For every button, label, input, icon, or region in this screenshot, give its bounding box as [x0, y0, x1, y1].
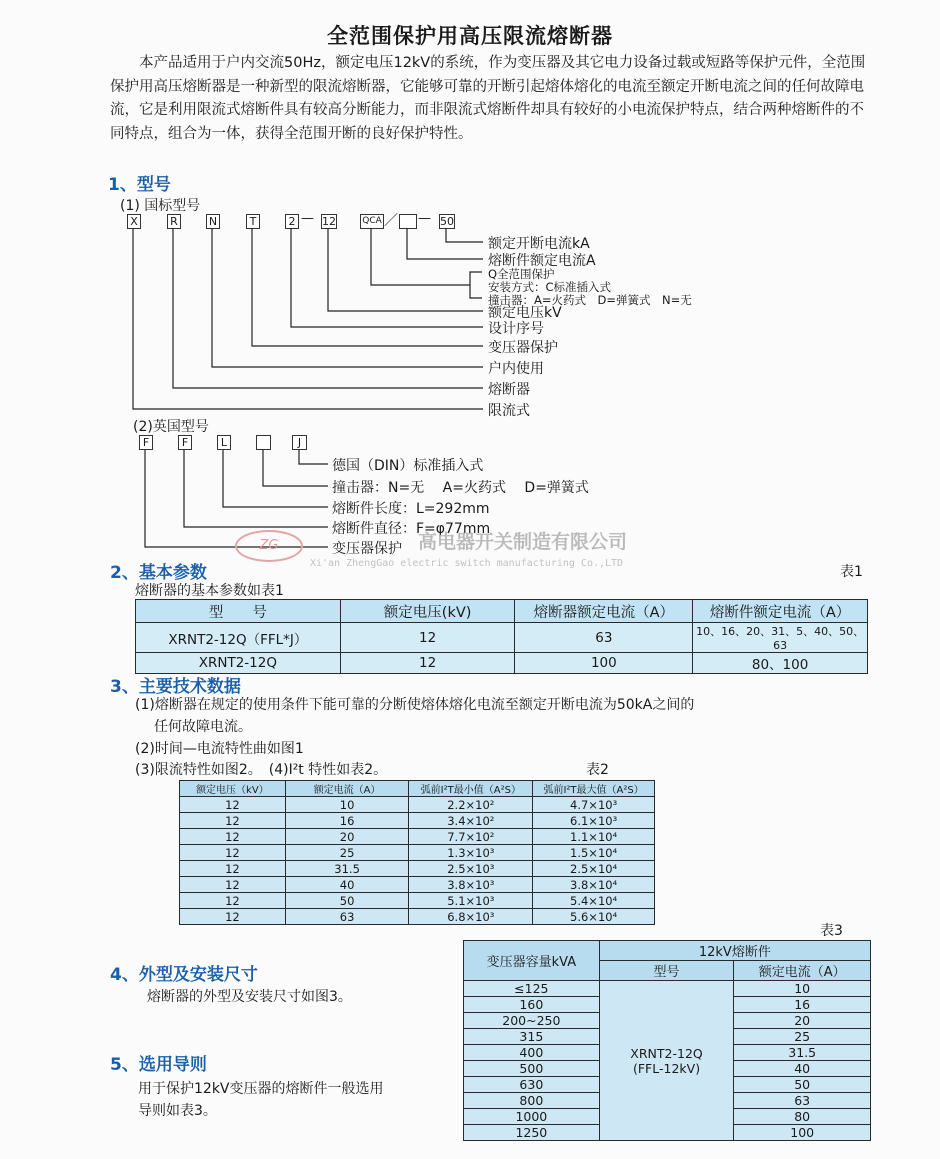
t2-cell: 31.5 — [285, 861, 409, 877]
t2-cell: 4.7×10³ — [533, 797, 655, 813]
model-code-box: T — [246, 214, 260, 229]
label-striker: 撞击器：A=火药式 D=弹簧式 N=无 — [488, 293, 692, 307]
t2-cell: 12 — [180, 845, 286, 861]
label-din-insert: 德国（DIN）标准插入式 — [332, 458, 484, 474]
t1-header: 额定电压(kV) — [340, 600, 515, 623]
t1-cell: 63 — [515, 623, 693, 653]
t3-capacity: 630 — [464, 1077, 600, 1093]
label-install-type: 安装方式：C标准插入式 — [488, 280, 612, 294]
table-row — [136, 653, 868, 674]
t2-cell: 25 — [285, 845, 409, 861]
model-code-box: 12 — [322, 215, 336, 228]
t2-header: 弧前I²T最大值（A²S） — [533, 781, 655, 797]
section4-text: 熔断器的外型及安装尺寸如图3。 — [147, 989, 352, 1005]
label-indoor-use: 户内使用 — [488, 361, 544, 377]
section1-heading: 1、型号 — [108, 175, 171, 195]
t2-cell: 5.1×10³ — [409, 893, 533, 909]
table-row — [180, 909, 655, 925]
table-row — [180, 877, 655, 893]
t3-current: 63 — [734, 1093, 871, 1109]
t1-header: 型 号 — [136, 600, 341, 623]
watermark-company-cn: 高电器开关制造有限公司 — [418, 531, 628, 553]
table-row — [180, 861, 655, 877]
model-code-box: QCA — [360, 214, 384, 229]
t3-header-current: 额定电流（A） — [734, 961, 871, 981]
t3-current: 100 — [734, 1125, 871, 1141]
section2-heading: 2、基本参数 — [110, 563, 207, 583]
model-code-box: N — [206, 214, 220, 229]
t1-cell: 10、16、20、31、5、40、50、63 — [693, 623, 868, 653]
t3-model: XRNT2-12Q (FFL-12kV) — [599, 981, 734, 1141]
t1-cell: 80、100 — [693, 653, 868, 674]
uk-code-box: F — [178, 435, 192, 450]
t2-cell: 2.2×10² — [409, 797, 533, 813]
uk-model-subheading: (2)英国型号 — [133, 419, 209, 435]
label-fuse-length: 熔断件长度：L=292mm — [332, 501, 490, 517]
uk-code-box: F — [139, 435, 153, 450]
table-row — [180, 829, 655, 845]
t1-header: 熔断器额定电流（A） — [515, 600, 693, 623]
page-title: 全范围保护用高压限流熔断器 — [327, 24, 613, 48]
t2-cell: 63 — [285, 909, 409, 925]
table-row — [180, 797, 655, 813]
table-row — [136, 623, 868, 653]
t2-cell: 12 — [180, 909, 286, 925]
uk-code-box — [256, 435, 271, 450]
t2-cell: 6.1×10³ — [533, 813, 655, 829]
label-uk-transformer-protection: 变压器保护 — [332, 541, 402, 557]
t2-header: 额定电流（A） — [285, 781, 409, 797]
t2-cell: 12 — [180, 829, 286, 845]
t2-cell: 12 — [180, 813, 286, 829]
t3-current: 31.5 — [734, 1045, 871, 1061]
table2-label: 表2 — [586, 762, 609, 778]
t1-header: 熔断件额定电流（A） — [693, 600, 868, 623]
t2-cell: 12 — [180, 893, 286, 909]
t2-cell: 5.6×10⁴ — [533, 909, 655, 925]
table3-selection-guide — [463, 940, 871, 1141]
t2-cell: 50 — [285, 893, 409, 909]
t3-capacity: 800 — [464, 1093, 600, 1109]
t2-cell: 3.8×10⁴ — [533, 877, 655, 893]
s3-item3: (3)限流特性如图2。 (4)I²t 特性如表2。 — [135, 762, 388, 778]
model-code-box: 2 — [285, 214, 299, 229]
t1-cell: XRNT2-12Q（FFL*J） — [136, 623, 341, 653]
t3-header-group: 12kV熔断件 — [599, 941, 870, 961]
t2-cell: 1.3×10³ — [409, 845, 533, 861]
t2-cell: 12 — [180, 797, 286, 813]
t1-cell: XRNT2-12Q — [136, 653, 341, 674]
t3-current: 20 — [734, 1013, 871, 1029]
uk-code-box: L — [217, 435, 231, 450]
section5-text-cont: 导则如表3。 — [138, 1103, 217, 1119]
t2-cell: 16 — [285, 813, 409, 829]
t2-cell: 5.4×10⁴ — [533, 893, 655, 909]
table3-label: 表3 — [820, 923, 843, 939]
section3-heading: 3、主要技术数据 — [110, 677, 241, 697]
t2-header: 额定电压（kV） — [180, 781, 286, 797]
label-transformer-protection: 变压器保护 — [488, 340, 558, 356]
label-current-limiting: 限流式 — [488, 403, 530, 419]
intro-paragraph: 本产品适用于户内交流50Hz，额定电压12kV的系统，作为变压器及其它电力设备过载或短路等保护元件，全范围保护用高压熔断器是一种新型的限流熔断器，它能够可靠的开断引起熔体熔化的电流至额定开断电流之间的任何故障电流，它是利用限流式熔断件具有较高分断能力，而非限流式熔断件却具有较好的小电流保护特点，结合两种熔断件的不同特点，组合为一体，获得全范围开断的良好保护特性。 — [110, 55, 866, 142]
t2-cell: 3.8×10³ — [409, 877, 533, 893]
table-row — [180, 893, 655, 909]
t2-cell: 1.5×10⁴ — [533, 845, 655, 861]
label-rated-breaking-current: 额定开断电流kA — [488, 236, 590, 252]
model-dash: — — [418, 211, 431, 226]
s3-item1: (1)熔断器在规定的使用条件下能可靠的分断使熔体熔化电流至额定开断电流为50kA之间的 — [135, 697, 695, 713]
section4-heading: 4、外型及安装尺寸 — [110, 965, 258, 985]
watermark-logo: ZG — [235, 530, 303, 562]
label-design-serial: 设计序号 — [488, 321, 544, 337]
t3-capacity: 1000 — [464, 1109, 600, 1125]
section2-intro: 熔断器的基本参数如表1 — [135, 583, 284, 599]
model-slash: ／ — [384, 213, 398, 229]
t2-header: 弧前I²T最小值（A²S） — [409, 781, 533, 797]
section5-heading: 5、选用导则 — [110, 1055, 207, 1075]
t2-cell: 7.7×10² — [409, 829, 533, 845]
t3-capacity: 160 — [464, 997, 600, 1013]
uk-code-box: J — [292, 435, 307, 450]
t2-cell: 20 — [285, 829, 409, 845]
s3-item2: (2)时间—电流特性曲如图1 — [135, 741, 304, 757]
label-rated-voltage: 额定电压kV — [488, 305, 562, 321]
t3-current: 80 — [734, 1109, 871, 1125]
t3-current: 40 — [734, 1061, 871, 1077]
t3-current: 10 — [734, 981, 871, 997]
t3-capacity: 315 — [464, 1029, 600, 1045]
table-row — [180, 813, 655, 829]
t2-cell: 12 — [180, 861, 286, 877]
gb-model-subheading: (1) 国标型号 — [120, 198, 201, 214]
model-dash: — — [301, 211, 314, 226]
table-row — [464, 981, 871, 997]
t2-cell: 12 — [180, 877, 286, 893]
s3-item1-cont: 任何故障电流。 — [154, 719, 252, 735]
t2-cell: 1.1×10⁴ — [533, 829, 655, 845]
label-uk-striker: 撞击器：N=无 A=火药式 D=弹簧式 — [332, 480, 589, 496]
t3-capacity: 400 — [464, 1045, 600, 1061]
t2-cell: 2.5×10⁴ — [533, 861, 655, 877]
label-full-range: Q全范围保护 — [488, 267, 555, 281]
section5-text: 用于保护12kV变压器的熔断件一般选用 — [138, 1081, 384, 1097]
table1-label: 表1 — [840, 564, 863, 580]
model-code-box: 50 — [440, 215, 454, 228]
model-code-box: R — [167, 214, 181, 229]
t3-capacity: 200~250 — [464, 1013, 600, 1029]
t1-cell: 12 — [340, 623, 515, 653]
t1-cell: 12 — [340, 653, 515, 674]
t3-header-capacity: 变压器容量kVA — [464, 941, 600, 981]
t2-cell: 6.8×10³ — [409, 909, 533, 925]
label-fuse: 熔断器 — [488, 382, 530, 398]
t2-cell: 3.4×10² — [409, 813, 533, 829]
t1-cell: 100 — [515, 653, 693, 674]
t2-cell: 2.5×10³ — [409, 861, 533, 877]
t3-current: 16 — [734, 997, 871, 1013]
t2-cell: 40 — [285, 877, 409, 893]
t3-current: 25 — [734, 1029, 871, 1045]
t3-capacity: 500 — [464, 1061, 600, 1077]
table2-i2t — [179, 780, 655, 925]
watermark-company-en: Xi'an ZhengGao electric switch manufacturing Co.,LTD — [310, 558, 624, 569]
label-fuse-rated-current: 熔断件额定电流A — [488, 253, 596, 269]
label-fuse-diameter: 熔断件直径：F=φ77mm — [332, 521, 491, 537]
table-row — [180, 845, 655, 861]
t3-header-model: 型号 — [599, 961, 734, 981]
t3-capacity: ≤125 — [464, 981, 600, 997]
t2-cell: 10 — [285, 797, 409, 813]
t3-capacity: 1250 — [464, 1125, 600, 1141]
model-code-box: X — [127, 214, 141, 229]
table1-basic-parameters — [135, 599, 868, 674]
t3-current: 50 — [734, 1077, 871, 1093]
